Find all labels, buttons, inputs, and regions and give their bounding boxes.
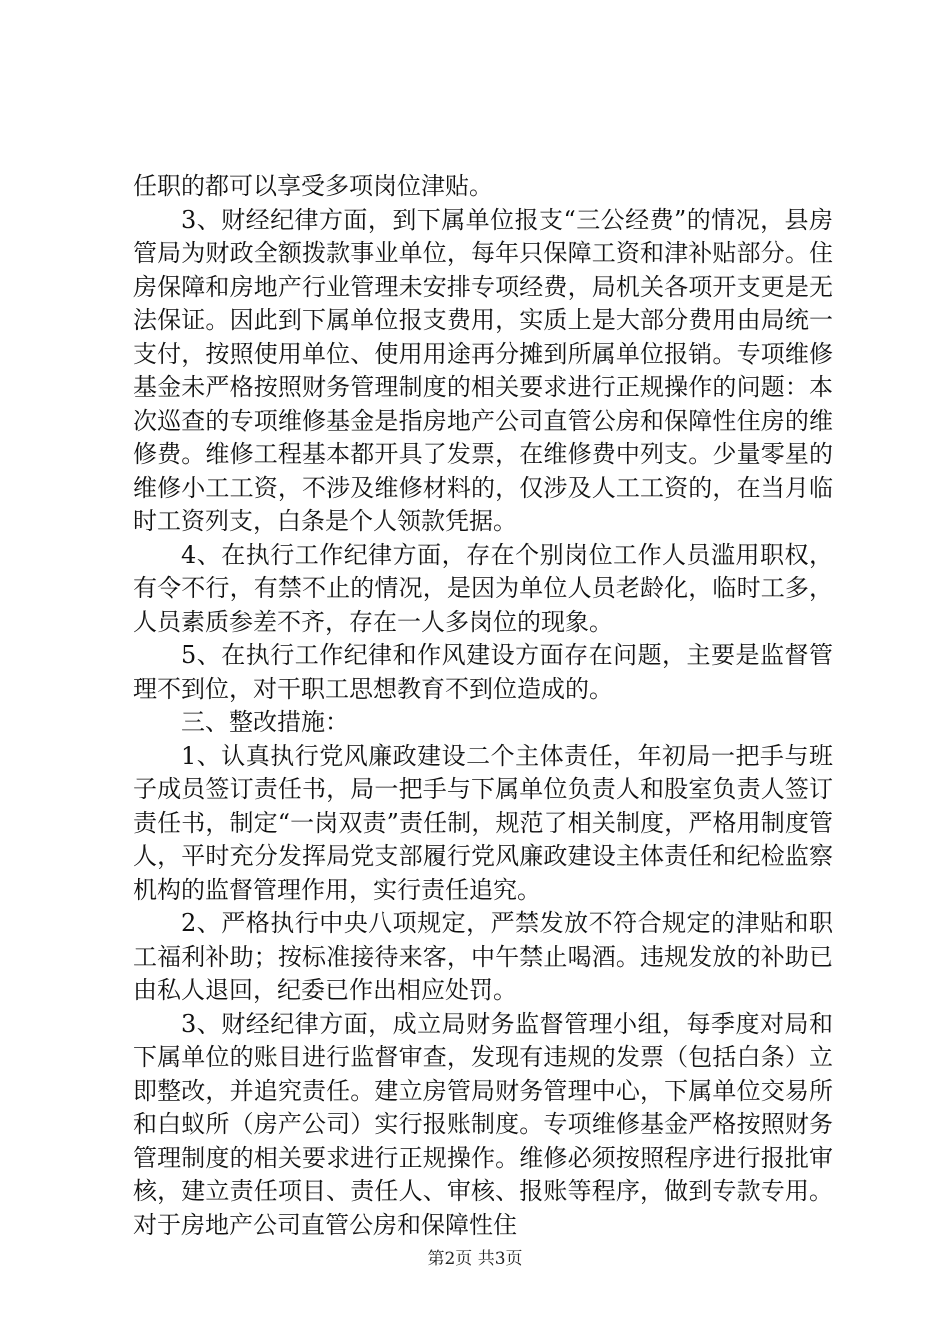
paragraph-continuation: 任职的都可以享受多项岗位津贴。 [133, 172, 493, 200]
paragraph-work-style: 5、在执行工作纪律和作风建设方面存在问题，主要是监督管理不到位，对干职工思想教育不到位造成的。 [133, 641, 833, 703]
paragraph-measure-1: 1、认真执行党风廉政建设二个主体责任，年初局一把手与班子成员签订责任书，局一把手与下属单位负责人和股室负责人签订责任书，制定“一岗双责”责任制，规范了相关制度，严格用制度管人，平时充分发挥局党支部履行党风廉政建设主体责任和纪检监察机构的监督管理作用，实行责任追究。 [133, 741, 833, 904]
document-body [133, 170, 833, 1242]
page-number-footer: 第2页 共3页 [427, 1249, 523, 1269]
section-heading-rectification: 三、整改措施： [181, 708, 349, 736]
paragraph-finance-discipline: 3、财经纪律方面，到下属单位报支“三公经费”的情况，县房管局为财政全额拨款事业单位，每年只保障工资和津补贴部分。住房保障和房地产行业管理未安排专项经费，局机关各项开支更是无法保证。因此到下属单位报支费用，实质上是大部分费用由局统一支付，按照使用单位、使用用途再分摊到所属单位报销。专项维修基金未严格按照财务管理制度的相关要求进行正规操作的问题：本次巡查的专项维修基金是指房地产公司直管公房和保障性住房的维修费。维修工程基本都开具了发票，在维修费中列支。少量零星的维修小工工资，不涉及维修材料的，仅涉及人工工资的，在当月临时工资列支，白条是个人领款凭据。 [133, 205, 833, 535]
paragraph-work-discipline: 4、在执行工作纪律方面，存在个别岗位工作人员滥用职权，有令不行，有禁不止的情况，是因为单位人员老龄化，临时工多，人员素质参差不齐，存在一人多岗位的现象。 [133, 540, 833, 636]
paragraph-measure-3: 3、财经纪律方面，成立局财务监督管理小组，每季度对局和下属单位的账目进行监督审查，发现有违规的发票（包括白条）立即整改，并追究责任。建立房管局财务管理中心，下属单位交易所和白蚁所（房产公司）实行报账制度。专项维修基金严格按照财务管理制度的相关要求进行正规操作。维修必须按照程序进行报批审核，建立责任项目、责任人、审核、报账等程序，做到专款专用。对于房地产公司直管公房和保障性住 [133, 1009, 833, 1239]
paragraph-measure-2: 2、严格执行中央八项规定，严禁发放不符合规定的津贴和职工福利补助；按标准接待来客，中午禁止喝酒。违规发放的补助已由私人退回，纪委已作出相应处罚。 [133, 909, 833, 1004]
